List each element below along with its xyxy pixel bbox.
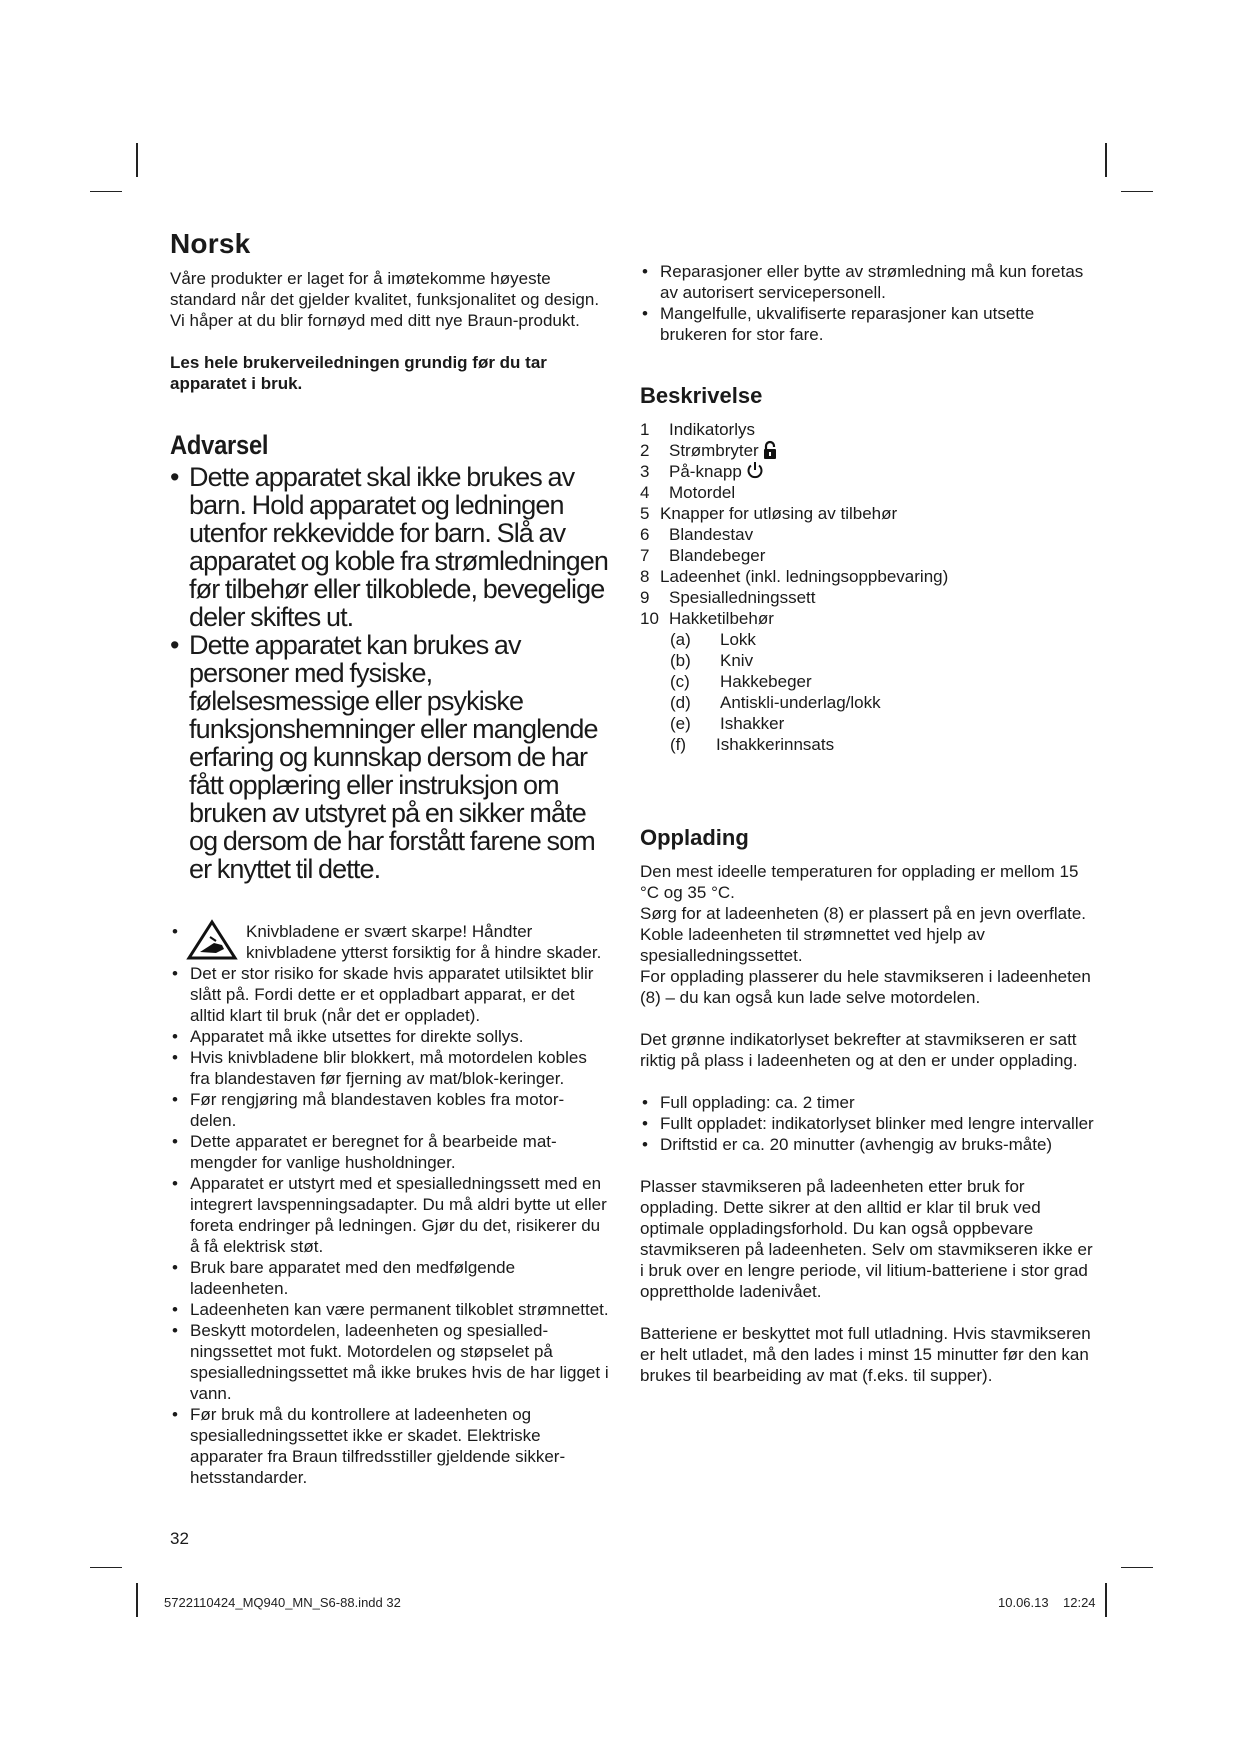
description-sub-item: (d) Antiskli-underlag/lokk bbox=[670, 693, 881, 712]
charging-paragraph: Det grønne indikatorlyset bekrefter at stavmikseren er satt riktig på plass i ladeenheten og at den er under opplading. bbox=[640, 1030, 1078, 1070]
footer-file: 5722110424_MQ940_MN_S6-88.indd 32 bbox=[164, 1595, 401, 1610]
description-sub-item: (c) Hakkebeger bbox=[670, 672, 812, 691]
warning-triangle-icon bbox=[186, 919, 238, 961]
charging-paragraph: Plasser stavmikseren på ladeenheten etter bruk for opplading. Dette sikrer at den alltid er klar til bruk ved optimale oppladingsforhold. Du kan også oppbevare stavmikseren på ladeenheten. Selv om stavmikseren ikke er i bruk over en lengre periode, vil litium-batteriene i stor grad opprettholde ladenivået. bbox=[640, 1177, 1093, 1301]
repair-item: • Reparasjoner eller bytte av strømledning må kun foretas av autorisert servicepersonell. bbox=[640, 261, 1100, 303]
charging-item: • Fullt oppladet: indikatorlyset blinker med lengre intervaller bbox=[640, 1113, 1100, 1134]
description-item: 8 Ladeenhet (inkl. ledningsoppbevaring) bbox=[640, 567, 949, 586]
repair-list bbox=[640, 261, 1100, 345]
description-heading: Beskrivelse bbox=[640, 383, 763, 408]
warning-list bbox=[170, 463, 610, 883]
knife-warning-item bbox=[170, 921, 610, 963]
description-item: 10 Hakketilbehør bbox=[640, 609, 774, 628]
knife-warning-text: Knivbladene er svært skarpe! Håndter knivbladene ytterst forsiktig for å hindre skader. bbox=[246, 922, 602, 962]
lock-icon bbox=[763, 440, 777, 460]
right-column bbox=[640, 261, 1100, 1386]
crop-mark bbox=[1105, 1583, 1107, 1617]
power-icon bbox=[746, 461, 764, 479]
read-notice: Les hele brukerveiledningen grundig før du tar apparatet i bruk. bbox=[170, 353, 547, 393]
crop-mark bbox=[1105, 143, 1107, 177]
safety-item: • Ladeenheten kan være permanent tilkoblet strømnettet. bbox=[170, 1299, 610, 1320]
charging-paragraph: Sørg for at ladeenheten (8) er plassert på en jevn overflate. Koble ladeenheten til strømnettet ved hjelp av spesialledningssettet. bbox=[640, 904, 1087, 965]
safety-item: • Apparatet må ikke utsettes for direkte sollys. bbox=[170, 1026, 610, 1047]
footer-time: 12:24 bbox=[1063, 1595, 1096, 1610]
safety-list bbox=[170, 921, 610, 1488]
description-item: 9 Spesialledningssett bbox=[640, 588, 816, 607]
charging-item: • Full opplading: ca. 2 timer bbox=[640, 1092, 1100, 1113]
crop-mark bbox=[136, 1583, 138, 1617]
warning-item-children: • Dette apparatet skal ikke brukes av barn. Hold apparatet og ledningen utenfor rekkevidde for barn. Slå av apparatet og koble fra strømledningen før tilbehør eller tilkoblede, bevegelige deler skiftes ut. bbox=[170, 463, 610, 631]
description-item: 6 Blandestav bbox=[640, 525, 754, 544]
safety-item: • Apparatet er utstyrt med et spesialledningssett med en integrert lavspenningsadapter. Du må aldri bytte ut eller foreta endringer på ledningen. Gjør du det, risikerer du å få elektrisk støt. bbox=[170, 1173, 610, 1257]
description-sub-item: (f) Ishakkerinnsats bbox=[670, 735, 835, 754]
page-number: 32 bbox=[170, 1529, 189, 1548]
description-item: 1 Indikatorlys bbox=[640, 420, 755, 439]
footer-date: 10.06.13 bbox=[998, 1595, 1049, 1610]
charging-item: • Driftstid er ca. 20 minutter (avhengig av bruks-måte) bbox=[640, 1134, 1100, 1155]
crop-mark bbox=[1121, 1567, 1153, 1568]
crop-mark bbox=[90, 191, 122, 192]
left-column bbox=[170, 228, 610, 1488]
warning-item-persons: • Dette apparatet kan brukes av personer med fysiske, følelsesmessige eller psykiske funksjonshemninger eller manglende erfaring og kunnskap dersom de har fått opplæring eller instruksjon om bruken av utstyret på en sikker måte og dersom de har forstått farene som er knyttet til dette. bbox=[170, 631, 610, 883]
description-sub-item: (a) Lokk bbox=[670, 630, 756, 649]
safety-item: • Det er stor risiko for skade hvis apparatet utilsiktet blir slått på. Fordi dette er et oppladbart apparat, er det alltid klart til bruk (når det er oppladet). bbox=[170, 963, 610, 1026]
crop-mark bbox=[1121, 191, 1153, 192]
safety-item: • Beskytt motordelen, ladeenheten og spesialled-ningssettet mot fukt. Motordelen og støpselet på spesialledningssettet må ikke brukes hvis de har ligget i vann. bbox=[170, 1320, 610, 1404]
safety-item: • Hvis knivbladene blir blokkert, må motordelen kobles fra blandestaven før fjerning av mat/blok-keringer. bbox=[170, 1047, 610, 1089]
warning-heading: Advarsel bbox=[170, 430, 269, 460]
charging-paragraph: Batteriene er beskyttet mot full utladning. Hvis stavmikseren er helt utladet, må den lades i minst 15 minutter før den kan brukes til bearbeiding av mat (f.eks. til supper). bbox=[640, 1324, 1091, 1385]
charging-paragraph: For opplading plasserer du hele stavmikseren i ladeenheten (8) – du kan også kun lade selve motordelen. bbox=[640, 967, 1091, 1007]
description-item: 2 Strømbryter bbox=[640, 440, 1100, 461]
charging-paragraph: Den mest ideelle temperaturen for opplading er mellom 15 °C og 35 °C. bbox=[640, 862, 1079, 902]
page-title: Norsk bbox=[170, 228, 251, 259]
crop-mark bbox=[136, 143, 138, 177]
safety-item: • Dette apparatet er beregnet for å bearbeide mat-mengder for vanlige husholdninger. bbox=[170, 1131, 610, 1173]
crop-mark bbox=[90, 1567, 122, 1568]
intro-paragraph: Våre produkter er laget for å imøtekomme høyeste standard når det gjelder kvalitet, funksjonalitet og design. Vi håper at du blir fornøyd med ditt nye Braun-produkt. bbox=[170, 269, 600, 330]
description-sub-item: (e) Ishakker bbox=[670, 714, 785, 733]
repair-item: • Mangelfulle, ukvalifiserte reparasjoner kan utsette brukeren for stor fare. bbox=[640, 303, 1100, 345]
charging-heading: Opplading bbox=[640, 825, 749, 850]
description-item: 7 Blandebeger bbox=[640, 546, 766, 565]
description-item: 3 På-knapp bbox=[640, 461, 1100, 482]
safety-item: • Før rengjøring må blandestaven kobles fra motor-delen. bbox=[170, 1089, 610, 1131]
description-list bbox=[640, 419, 1100, 755]
description-sub-item: (b) Kniv bbox=[670, 651, 754, 670]
charging-list bbox=[640, 1092, 1100, 1155]
description-item: 4 Motordel bbox=[640, 483, 736, 502]
safety-item: • Bruk bare apparatet med den medfølgende ladeenheten. bbox=[170, 1257, 610, 1299]
description-item: 5 Knapper for utløsing av tilbehør bbox=[640, 504, 898, 523]
safety-item: • Før bruk må du kontrollere at ladeenheten og spesialledningssettet ikke er skadet. Elektriske apparater fra Braun tilfredsstiller gjeldende sikker-hetsstandarder. bbox=[170, 1404, 610, 1488]
